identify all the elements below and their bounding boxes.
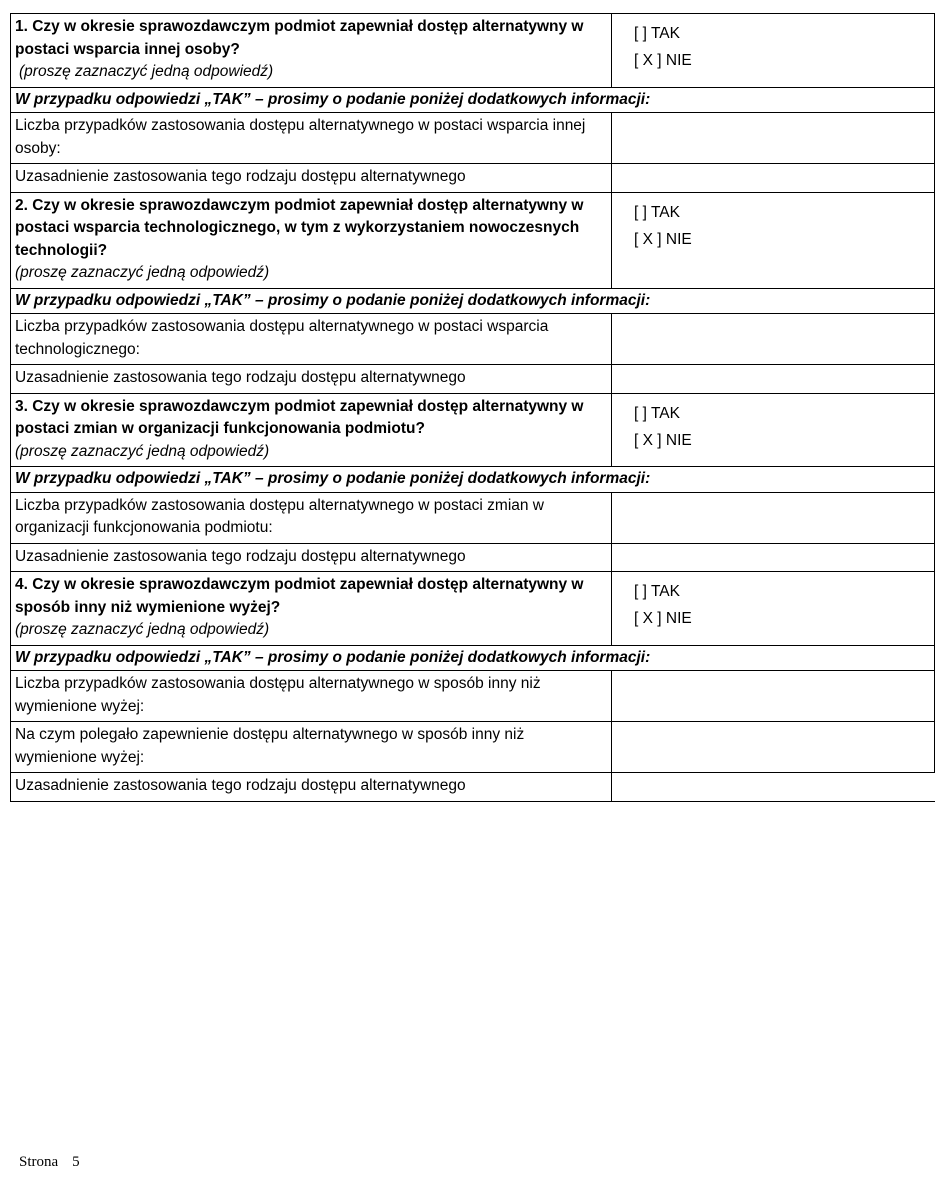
field-input[interactable] [612, 113, 935, 164]
field-input[interactable] [612, 492, 935, 543]
field-row [11, 164, 935, 193]
field-label: Uzasadnienie zastosowania tego rodzaju dostępu alternatywnego [11, 164, 612, 193]
field-row [11, 671, 935, 722]
field-row [11, 365, 935, 394]
page-footer [19, 1154, 80, 1171]
option-tak[interactable]: [ ] TAK [634, 25, 680, 42]
field-label: Uzasadnienie zastosowania tego rodzaju dostępu alternatywnego [11, 365, 612, 394]
question-text: 3. Czy w okresie sprawozdawczym podmiot zapewniał dostęp alternatywny w postaci zmian w organizacji funkcjonowania podmiotu? [15, 397, 584, 437]
field-label: Liczba przypadków zastosowania dostępu alternatywnego w postaci wsparcia innej osoby: [11, 113, 612, 164]
info-header-row [11, 467, 935, 493]
info-header-row [11, 288, 935, 314]
option-nie[interactable]: [ X ] NIE [634, 230, 692, 248]
question-hint: (proszę zaznaczyć jedną odpowiedź) [15, 264, 270, 281]
option-nie[interactable]: [ X ] NIE [634, 52, 692, 69]
option-tak[interactable]: [ ] TAK [634, 404, 680, 422]
field-input[interactable] [612, 543, 935, 572]
question-hint: (proszę zaznaczyć jedną odpowiedź) [15, 442, 270, 460]
field-input[interactable] [612, 314, 935, 365]
field-label: Uzasadnienie zastosowania tego rodzaju dostępu alternatywnego [11, 773, 612, 802]
field-row [11, 722, 935, 773]
field-input[interactable] [612, 722, 935, 773]
field-label: Liczba przypadków zastosowania dostępu alternatywnego w sposób inny niż wymienione wyżej: [11, 671, 612, 722]
option-tak[interactable]: [ ] TAK [634, 583, 680, 600]
info-header-row [11, 645, 935, 671]
info-header-row [11, 87, 935, 113]
question-text: 2. Czy w okresie sprawozdawczym podmiot zapewniał dostęp alternatywny w postaci wsparcia technologicznego, w tym z wykorzystaniem nowoczesnych technologii? [15, 196, 584, 259]
question-hint: (proszę zaznaczyć jedną odpowiedź) [19, 63, 274, 80]
answer-cell [612, 192, 935, 288]
field-row [11, 113, 935, 164]
question-cell [11, 192, 612, 288]
field-label: Na czym polegało zapewnienie dostępu alternatywnego w sposób inny niż wymienione wyżej: [11, 722, 612, 773]
question-text: 1. Czy w okresie sprawozdawczym podmiot zapewniał dostęp alternatywny w postaci wsparcia innej osoby? [15, 18, 584, 58]
question-cell [11, 572, 612, 646]
option-nie[interactable]: [ X ] NIE [634, 431, 692, 449]
info-header: W przypadku odpowiedzi „TAK” – prosimy o podanie poniżej dodatkowych informacji: [11, 288, 935, 314]
info-header: W przypadku odpowiedzi „TAK” – prosimy o podanie poniżej dodatkowych informacji: [11, 467, 935, 493]
field-input[interactable] [612, 671, 935, 722]
question-hint: (proszę zaznaczyć jedną odpowiedź) [15, 621, 270, 638]
question-cell [11, 393, 612, 467]
survey-table [10, 13, 935, 802]
question-row [11, 572, 935, 646]
field-label: Liczba przypadków zastosowania dostępu alternatywnego w postaci zmian w organizacji funkcjonowania podmiotu: [11, 492, 612, 543]
answer-cell [612, 393, 935, 467]
field-label: Liczba przypadków zastosowania dostępu alternatywnego w postaci wsparcia technologicznego: [11, 314, 612, 365]
field-input[interactable] [612, 164, 935, 193]
answer-cell [612, 572, 935, 646]
field-row [11, 543, 935, 572]
question-row [11, 192, 935, 288]
info-header: W przypadku odpowiedzi „TAK” – prosimy o podanie poniżej dodatkowych informacji: [11, 87, 935, 113]
answer-cell [612, 14, 935, 88]
option-tak[interactable]: [ ] TAK [634, 203, 680, 221]
field-row [11, 492, 935, 543]
option-nie[interactable]: [ X ] NIE [634, 610, 692, 627]
field-input[interactable] [612, 773, 935, 802]
page-number: 5 [72, 1154, 80, 1170]
question-cell [11, 14, 612, 88]
info-header: W przypadku odpowiedzi „TAK” – prosimy o podanie poniżej dodatkowych informacji: [11, 645, 935, 671]
field-input[interactable] [612, 365, 935, 394]
question-row [11, 14, 935, 88]
page-label: Strona [19, 1154, 59, 1170]
question-text: 4. Czy w okresie sprawozdawczym podmiot zapewniał dostęp alternatywny w sposób inny niż wymienione wyżej? [15, 576, 584, 616]
field-row [11, 314, 935, 365]
field-label: Uzasadnienie zastosowania tego rodzaju dostępu alternatywnego [11, 543, 612, 572]
field-row [11, 773, 935, 802]
question-row [11, 393, 935, 467]
